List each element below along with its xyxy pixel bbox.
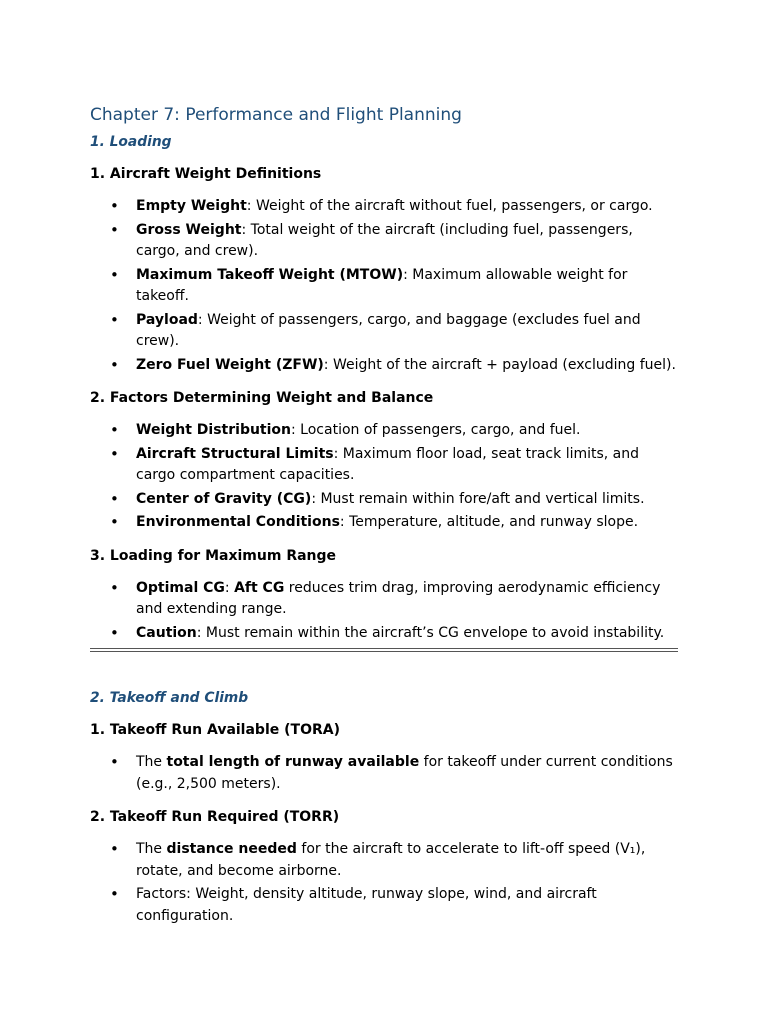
list-item — [90, 310, 680, 353]
subheading-torr: 2. Takeoff Run Required (TORR) — [90, 809, 340, 825]
definition: : Weight of passengers, cargo, and baggage (excludes fuel and crew). — [136, 311, 641, 349]
tora-list — [90, 752, 680, 795]
term: Maximum Takeoff Weight (MTOW) — [136, 266, 404, 283]
max-range-list — [90, 578, 680, 645]
term: total length of runway available — [166, 754, 420, 770]
list-item — [90, 265, 680, 308]
torr-list — [90, 839, 680, 927]
term: Aft CG — [234, 579, 285, 596]
definition: : Total weight of the aircraft (including fuel, passengers, cargo, and crew). — [136, 221, 633, 259]
chapter-title: Chapter 7: Performance and Flight Planning — [90, 105, 462, 125]
term: Environmental Conditions — [136, 514, 340, 530]
section-title-takeoff: 2. Takeoff and Climb — [90, 690, 249, 706]
term: Optimal CG — [136, 579, 225, 596]
term: Payload — [136, 311, 198, 328]
text: The — [136, 754, 167, 770]
term: Zero Fuel Weight (ZFW) — [136, 356, 324, 373]
list-item — [90, 489, 680, 511]
term: Empty Weight — [136, 198, 247, 214]
term: distance needed — [166, 841, 297, 857]
definition: : Weight of the aircraft without fuel, passengers, or cargo. — [246, 198, 653, 214]
term: Weight Distribution — [136, 422, 292, 438]
definition: : Maximum allowable weight for takeoff. — [136, 266, 628, 304]
weight-definitions-list — [90, 196, 680, 376]
list-item — [90, 220, 680, 263]
term: Caution — [136, 624, 197, 641]
subheading-weight-balance-factors: 2. Factors Determining Weight and Balance — [90, 390, 434, 406]
section-title-loading: 1. Loading — [90, 134, 172, 150]
document-content — [90, 103, 680, 939]
term: Gross Weight — [136, 221, 242, 238]
subheading-weight-definitions: 1. Aircraft Weight Definitions — [90, 166, 322, 182]
list-item — [90, 578, 680, 621]
separator: : — [224, 579, 235, 596]
definition: : Weight of the aircraft + payload (excluding fuel). — [323, 356, 676, 373]
text: Factors: Weight, density altitude, runway slope, wind, and aircraft configuration. — [136, 886, 597, 924]
definition: : Location of passengers, cargo, and fuel. — [291, 422, 581, 438]
list-item — [90, 444, 680, 487]
definition: : Must remain within fore/aft and vertical limits. — [311, 490, 645, 507]
subheading-max-range-loading: 3. Loading for Maximum Range — [90, 547, 337, 564]
definition: reduces trim drag, improving aerodynamic efficiency and extending range. — [136, 579, 661, 617]
definition: : Must remain within the aircraft’s CG envelope to avoid instability. — [196, 624, 665, 641]
list-item — [90, 196, 680, 218]
definition: : Maximum floor load, seat track limits, and cargo compartment capacities. — [136, 445, 640, 483]
weight-balance-factors-list — [90, 420, 680, 534]
term: Center of Gravity (CG) — [136, 490, 312, 507]
list-item — [90, 512, 680, 534]
text: The — [136, 841, 167, 857]
list-item — [90, 839, 680, 882]
term: Aircraft Structural Limits — [136, 445, 334, 462]
subheading-tora: 1. Takeoff Run Available (TORA) — [90, 722, 340, 738]
text: for takeoff under current conditions (e.g., 2,500 meters). — [136, 754, 673, 792]
list-item — [90, 623, 680, 645]
text: for the aircraft to accelerate to lift-off speed (V₁), rotate, and become airborne. — [136, 841, 646, 879]
definition: : Temperature, altitude, and runway slope. — [339, 514, 639, 530]
list-item — [90, 752, 680, 795]
list-item — [90, 420, 680, 442]
list-item — [90, 884, 680, 927]
list-item — [90, 355, 680, 377]
